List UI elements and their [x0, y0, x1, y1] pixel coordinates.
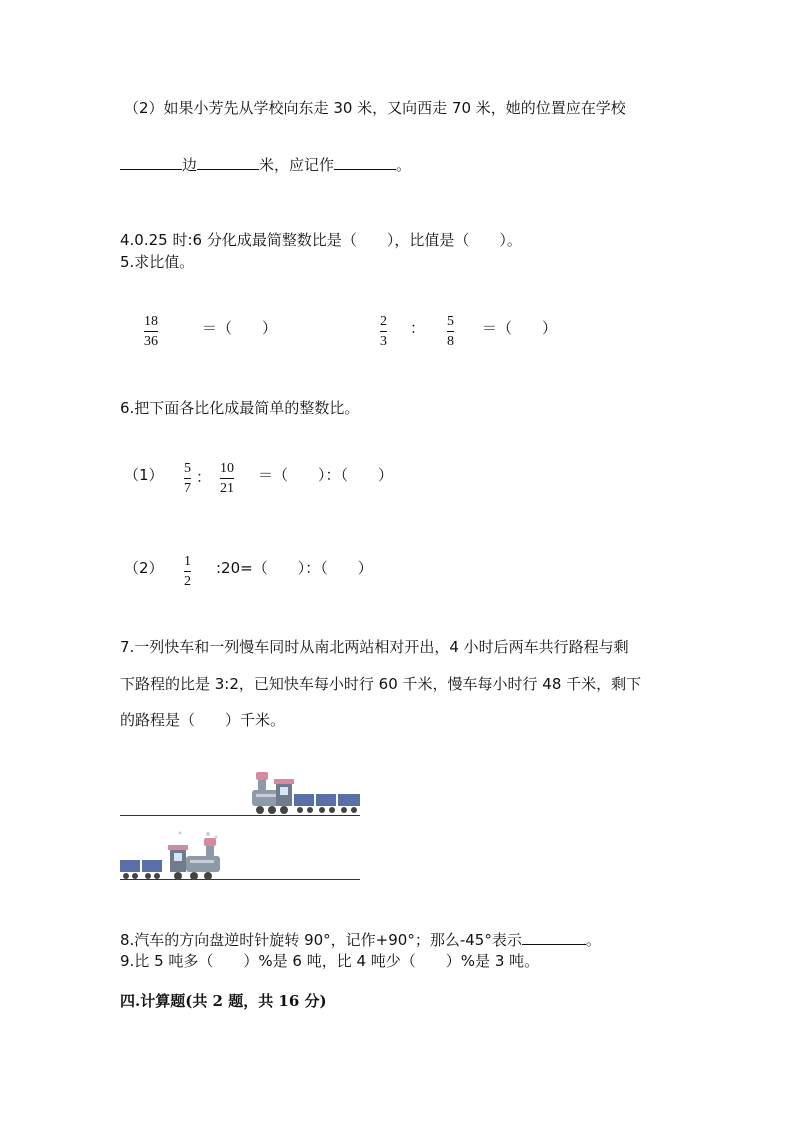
q5-title: 5.求比值。 — [120, 253, 195, 271]
q3-part2-line2 — [120, 155, 411, 175]
fraction-denominator: 8 — [447, 334, 454, 349]
fraction-bar — [184, 478, 191, 479]
q6-fraction-1-2 — [184, 554, 191, 590]
fraction-numerator: 18 — [144, 314, 158, 329]
answer-blank-direction[interactable] — [120, 155, 182, 170]
fraction-numerator: 10 — [220, 461, 234, 476]
fraction-numerator: 1 — [184, 554, 191, 569]
q3-part2-line1: （2）如果小芳先从学校向东走 30 米，又向西走 70 米，她的位置应在学校 — [124, 99, 626, 117]
fast-train-icon — [250, 770, 362, 816]
fraction-denominator: 3 — [380, 334, 387, 349]
q6-part1-answer: ＝（ ）：（ ） — [258, 466, 394, 484]
fraction-bar — [447, 331, 454, 332]
q5-fraction-18-36 — [144, 314, 158, 350]
q6-part1-label: （1） — [124, 466, 164, 484]
q5-fraction-2-3 — [380, 314, 387, 350]
fraction-bar — [220, 478, 234, 479]
slow-train-icon — [120, 830, 232, 880]
q5-fraction-5-8 — [447, 314, 454, 350]
fraction-numerator: 5 — [184, 461, 191, 476]
q7-line1: 7.一列快车和一列慢车同时从南北两站相对开出，4 小时后两车共行路程与剩 — [120, 638, 629, 656]
fraction-bar — [380, 331, 387, 332]
q8-line — [120, 930, 601, 950]
fraction-denominator: 2 — [184, 574, 191, 589]
q6-part1-colon: ： — [196, 468, 212, 486]
q6-fraction-10-21 — [220, 461, 234, 497]
fraction-denominator: 7 — [184, 481, 191, 496]
q8-text: 8.汽车的方向盘逆时针旋转 90°，记作+90°；那么-45°表示 — [120, 931, 522, 949]
q6-part2-label: （2） — [124, 559, 164, 577]
answer-blank-q8[interactable] — [522, 930, 586, 945]
q3-text-end: 。 — [396, 156, 412, 174]
q9-text: 9.比 5 吨多（ ）%是 6 吨，比 4 吨少（ ）%是 3 吨。 — [120, 952, 540, 970]
q5-answer-1: ＝（ ） — [202, 319, 278, 337]
q6-title: 6.把下面各比化成最简单的整数比。 — [120, 399, 360, 417]
answer-blank-notation[interactable] — [334, 155, 396, 170]
q6-fraction-5-7 — [184, 461, 191, 497]
answer-blank-meters[interactable] — [197, 155, 259, 170]
q5-answer-2: ＝（ ） — [482, 319, 558, 337]
fraction-denominator: 36 — [144, 334, 158, 349]
q7-line3: 的路程是（ ）千米。 — [120, 711, 286, 729]
q5-colon: ： — [410, 319, 426, 337]
q3-text-a: 边 — [182, 156, 198, 174]
q4-text: 4.0.25 时:6 分化成最简整数比是（ ），比值是（ ）。 — [120, 231, 522, 249]
fraction-numerator: 5 — [447, 314, 454, 329]
fraction-bar — [184, 571, 191, 572]
q6-part2-answer: :20=（ ）：（ ） — [216, 559, 373, 577]
fraction-numerator: 2 — [380, 314, 387, 329]
fraction-bar — [144, 331, 158, 332]
q8-text-end: 。 — [585, 931, 601, 949]
q3-text-b: 米，应记作 — [259, 156, 335, 174]
q7-line2: 下路程的比是 3:2，已知快车每小时行 60 千米，慢车每小时行 48 千米，剩下 — [120, 675, 642, 693]
section-heading: 四.计算题(共 2 题，共 16 分) — [120, 992, 327, 1010]
fraction-denominator: 21 — [220, 481, 234, 496]
